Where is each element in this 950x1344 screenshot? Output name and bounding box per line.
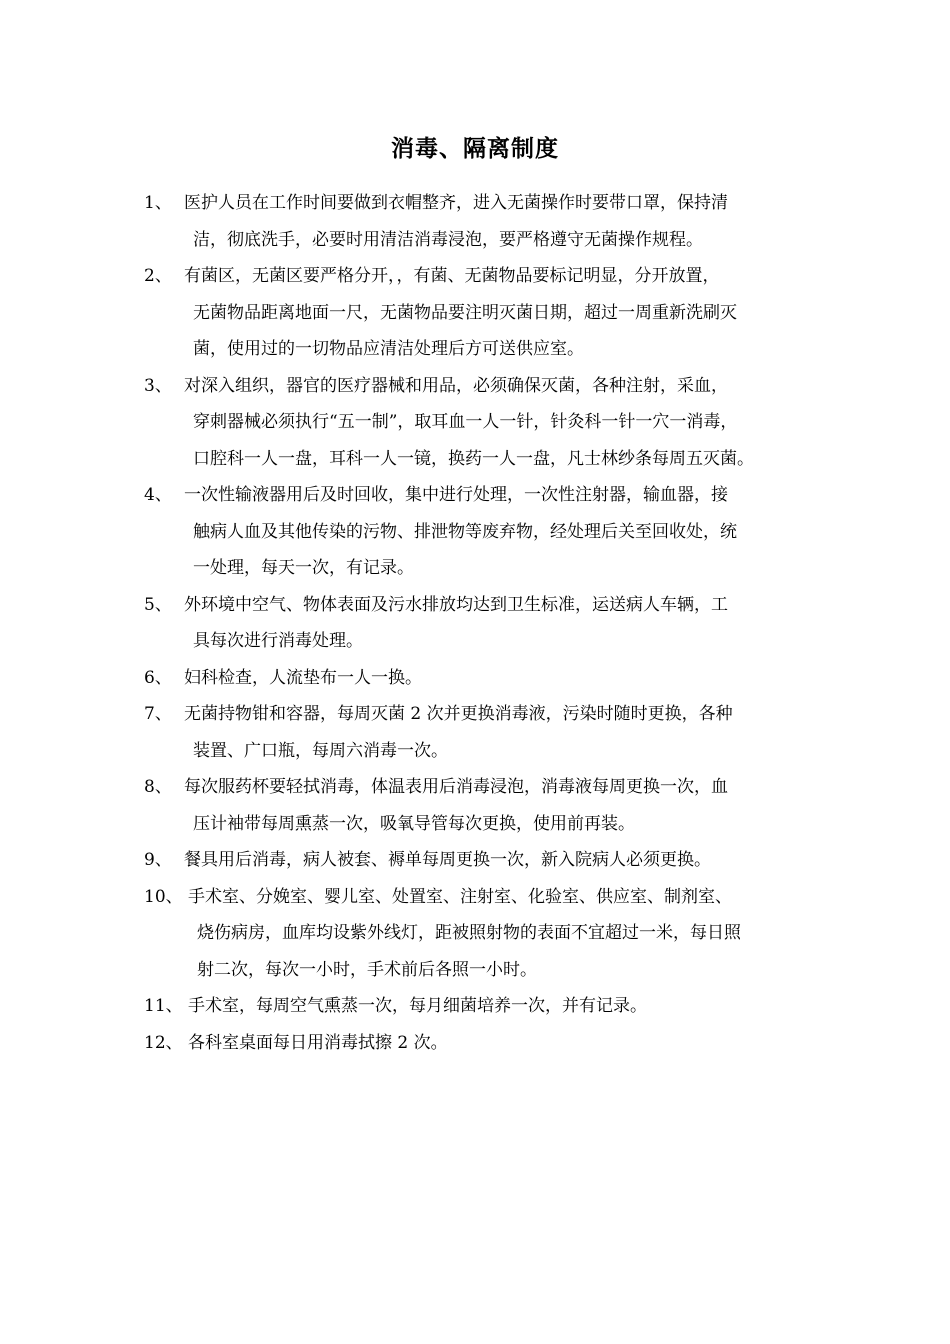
rule-text bbox=[188, 1025, 824, 1062]
rule-text bbox=[184, 258, 824, 368]
rule-text-line: 手术室、分娩室、婴儿室、处置室、注射室、化验室、供应室、制剂室、 bbox=[188, 886, 732, 907]
rule-text bbox=[188, 988, 824, 1025]
rule-text bbox=[184, 587, 824, 660]
rule-text bbox=[184, 368, 824, 478]
rule-item bbox=[144, 660, 824, 697]
rule-text bbox=[184, 660, 824, 697]
rule-text-line: 餐具用后消毒，病人被套、褥单每周更换一次，新入院病人必须更换。 bbox=[184, 850, 711, 870]
rule-text-line: 装置、广口瓶，每周六消毒一次。 bbox=[193, 740, 448, 761]
rule-number: 6、 bbox=[144, 667, 172, 688]
rule-item bbox=[144, 368, 824, 478]
rule-item bbox=[144, 1025, 824, 1062]
rule-number: 4、 bbox=[144, 485, 172, 505]
rule-item bbox=[144, 696, 824, 769]
rule-text-line: 无菌持物钳和容器，每周灭菌 2 次并更换消毒液，污染时随时更换，各种 bbox=[184, 704, 733, 724]
rule-text-line: 口腔科一人一盘，耳科一人一镜，换药一人一盘，凡士林纱条每周五灭菌。 bbox=[193, 448, 754, 469]
rule-list bbox=[144, 185, 824, 1061]
rule-text-line: 有菌区，无菌区要严格分开，，有菌、无菌物品要标记明显，分开放置， bbox=[184, 266, 720, 286]
rule-text-line: 洁，彻底洗手，必要时用清洁消毒浸泡，要严格遵守无菌操作规程。 bbox=[193, 229, 703, 250]
rule-text-line: 对深入组织，器官的医疗器械和用品，必须确保灭菌，各种注射，采血， bbox=[184, 375, 728, 396]
document-title: 消毒、隔离制度 bbox=[391, 135, 559, 162]
rule-number: 11、 bbox=[144, 996, 183, 1016]
rule-text bbox=[184, 842, 824, 879]
rule-text bbox=[188, 879, 824, 989]
rule-number: 1、 bbox=[144, 193, 172, 213]
rule-item bbox=[144, 769, 824, 842]
rule-text-line: 各科室桌面每日用消毒拭擦 2 次。 bbox=[188, 1032, 448, 1053]
rule-text-line: 一处理，每天一次，有记录。 bbox=[193, 558, 414, 578]
rule-item bbox=[144, 185, 824, 258]
rule-text bbox=[184, 477, 824, 587]
rule-text-line: 射二次，每次一小时，手术前后各照一小时。 bbox=[197, 959, 537, 980]
rule-text-line: 菌，使用过的一切物品应清洁处理后方可送供应室。 bbox=[193, 339, 584, 359]
rule-text-line: 医护人员在工作时间要做到衣帽整齐，进入无菌操作时要带口罩，保持清 bbox=[184, 193, 728, 213]
rule-item bbox=[144, 477, 824, 587]
rule-text-line: 具每次进行消毒处理。 bbox=[193, 631, 363, 651]
rule-number: 2、 bbox=[144, 266, 172, 286]
rule-text-line: 每次服药杯要轻拭消毒，体温表用后消毒浸泡，消毒液每周更换一次，血 bbox=[184, 777, 728, 797]
rule-text bbox=[184, 696, 824, 769]
rule-text-line: 压计袖带每周熏蒸一次，吸氧导管每次更换，使用前再装。 bbox=[193, 813, 635, 834]
rule-text-line: 无菌物品距离地面一尺，无菌物品要注明灭菌日期，超过一周重新洗刷灭 bbox=[193, 302, 737, 323]
rule-number: 5、 bbox=[144, 594, 172, 615]
rule-number: 9、 bbox=[144, 850, 172, 870]
rule-text-line: 妇科检查，人流垫布一人一换。 bbox=[184, 667, 422, 688]
rule-text bbox=[184, 769, 824, 842]
rule-number: 3、 bbox=[144, 375, 172, 396]
rule-item bbox=[144, 879, 824, 989]
rule-text-line: 一次性输液器用后及时回收，集中进行处理，一次性注射器，输血器，接 bbox=[184, 485, 728, 505]
rule-item bbox=[144, 258, 824, 368]
rule-number: 10、 bbox=[144, 886, 183, 907]
rule-item bbox=[144, 587, 824, 660]
rule-number: 8、 bbox=[144, 777, 172, 797]
rule-text-line: 外环境中空气、物体表面及污水排放均达到卫生标准，运送病人车辆，工 bbox=[184, 594, 728, 615]
rule-item bbox=[144, 842, 824, 879]
rule-text-line: 烧伤病房，血库均设紫外线灯，距被照射物的表面不宜超过一米，每日照 bbox=[197, 923, 741, 943]
rule-item bbox=[144, 988, 824, 1025]
rule-text-line: 手术室，每周空气熏蒸一次，每月细菌培养一次，并有记录。 bbox=[188, 996, 647, 1016]
rule-text-line: 穿刺器械必须执行“五一制”，取耳血一人一针，针灸科一针一穴一消毒， bbox=[193, 412, 738, 432]
rule-text bbox=[184, 185, 824, 258]
rule-number: 7、 bbox=[144, 704, 172, 724]
rule-number: 12、 bbox=[144, 1032, 183, 1053]
rule-text-line: 触病人血及其他传染的污物、排泄物等废弃物，经处理后关至回收处，统 bbox=[193, 521, 737, 542]
